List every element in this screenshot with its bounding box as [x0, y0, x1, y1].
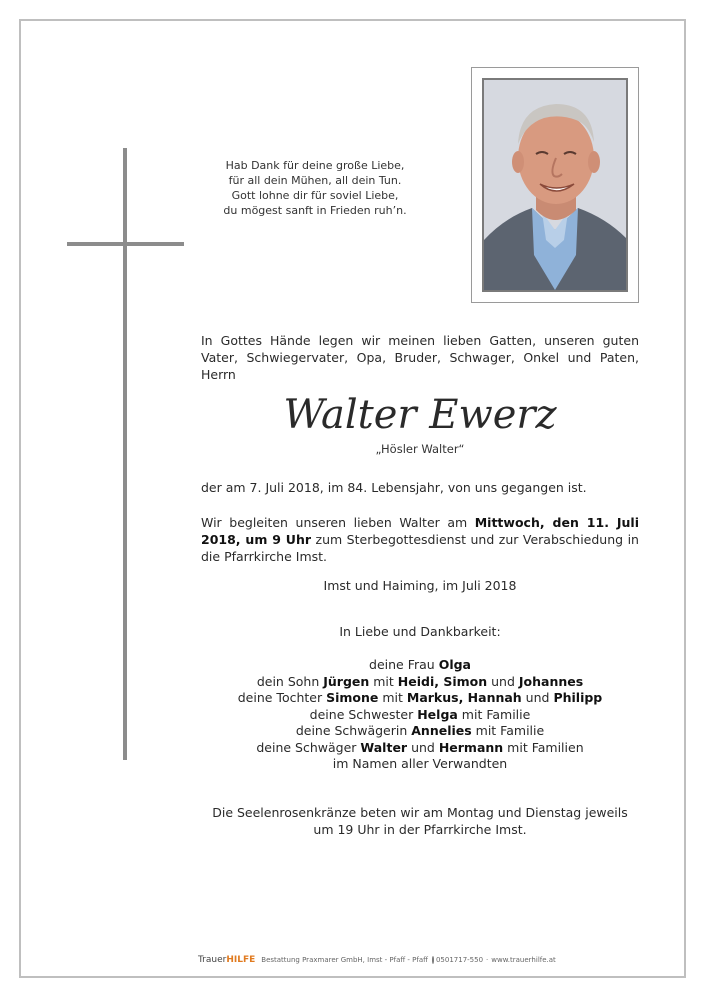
ceremony-text: [201, 514, 639, 565]
mourners-list: [201, 657, 639, 773]
mourner-line-relatives: im Namen aller Verwandten: [332, 756, 508, 771]
verse-line: Hab Dank für deine große Liebe,: [225, 159, 405, 172]
phone-icon: [432, 956, 434, 964]
intro-text: In Gottes Hände legen wir meinen lieben Gatten, unseren guten Vater, Schwiegervater, Opa, Bruder, Schwager, Onkel und Paten, Herrn: [201, 333, 639, 382]
footer: TrauerHILFE Bestattung Praxmarer GmbH, Imst - Pfaff - Pfaff 0501717-550 · www.trauerhilfe.at: [198, 955, 556, 965]
gratitude-heading: In Liebe und Dankbarkeit:: [339, 624, 501, 639]
rosary-notice: [201, 804, 639, 838]
rosary-line: um 19 Uhr in der Pfarrkirche Imst.: [313, 822, 527, 837]
footer-phone: 0501717-550: [435, 956, 484, 964]
mourner-line-sister: deine Schwester Helga mit Familie: [309, 706, 531, 722]
verse-line: für all dein Mühen, all dein Tun.: [228, 174, 402, 187]
mourner-line-sister-in-law: deine Schwägerin Annelies mit Familie: [295, 723, 545, 738]
portrait-frame: [471, 67, 639, 303]
place-and-date: Imst und Haiming, im Juli 2018: [323, 578, 517, 593]
death-notice-text: der am 7. Juli 2018, im 84. Lebensjahr, von uns gegangen ist.: [201, 480, 587, 495]
cross-vertical-bar: [123, 148, 127, 760]
ceremony-text-part: zum Sterbegottesdienst und zur Verabschiedung in die Pfarrkirche Imst.: [201, 532, 639, 564]
ceremony-date-time: Mittwoch, den 11. Juli 2018, um 9 Uhr: [201, 515, 639, 547]
portrait-photo: [482, 78, 628, 292]
ceremony-text-part: Wir begleiten unseren lieben Walter am: [201, 515, 475, 530]
trauerhilfe-logo: TrauerHILFE: [198, 955, 256, 965]
mourner-line-daughter: deine Tochter Simone mit Markus, Hannah und Philipp: [237, 690, 603, 705]
deceased-nickname: „Hösler Walter“: [375, 442, 465, 456]
cross-horizontal-bar: [67, 242, 184, 246]
mourner-line-son: dein Sohn Jürgen mit Heidi, Simon und Johannes: [256, 673, 584, 689]
footer-website[interactable]: www.trauerhilfe.at: [491, 956, 556, 964]
mourner-line-brothers-in-law: deine Schwäger Walter und Hermann mit Familien: [256, 739, 584, 755]
memorial-verse: [215, 158, 415, 218]
mourner-line-wife: deine Frau Olga: [369, 657, 471, 672]
verse-line: Gott lohne dir für soviel Liebe,: [231, 189, 399, 202]
verse-line: du mögest sanft in Frieden ruh’n.: [223, 204, 407, 217]
rosary-line: Die Seelenrosenkränze beten wir am Montag und Dienstag jeweils: [212, 805, 628, 820]
deceased-name: Walter Ewerz: [283, 392, 557, 438]
footer-company: Bestattung Praxmarer GmbH, Imst - Pfaff - Pfaff: [261, 956, 428, 964]
